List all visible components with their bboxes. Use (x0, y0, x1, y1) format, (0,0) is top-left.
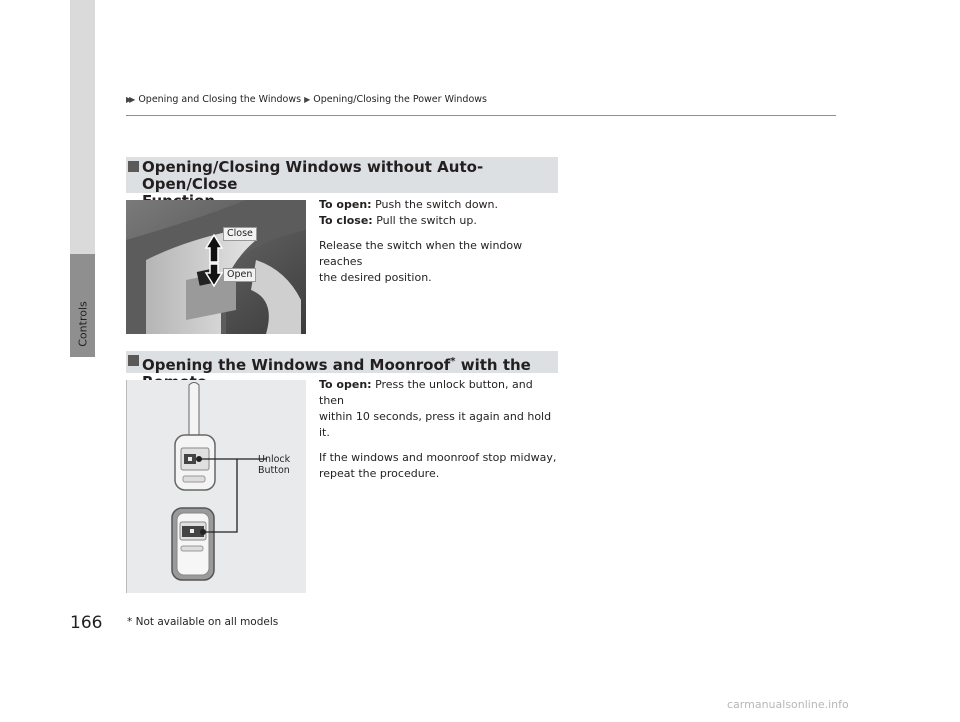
section-square-icon (128, 161, 139, 172)
sidebar-section-label: Controls (76, 301, 90, 347)
breadcrumb (126, 94, 487, 105)
key-fob-image (127, 380, 306, 593)
open-label: Open (223, 268, 256, 282)
footnote (127, 616, 278, 628)
instruction-open: To open: Push the switch down. (319, 198, 499, 211)
section-title-line: Opening/Closing Windows without Auto-Open/Close (142, 158, 484, 193)
instruction-close: To close: Pull the switch up. (319, 214, 477, 227)
page-number: 166 (70, 613, 103, 633)
note-text: repeat the procedure. (319, 467, 440, 480)
section-title-suffix: with the (460, 356, 531, 374)
watermark: carmanualsonline.info (727, 698, 849, 711)
section-2-text (319, 377, 559, 482)
footnote-asterisk: * (450, 356, 456, 367)
note-text: the desired position. (319, 271, 432, 284)
instruction-open-remote-2: within 10 seconds, press it again and hold it. (319, 410, 552, 439)
header-divider (126, 115, 836, 116)
breadcrumb-item[interactable]: Opening and Closing the Windows (138, 94, 302, 105)
section-heading-windows (126, 157, 558, 193)
unlock-button-label: Unlock Button (258, 454, 291, 476)
footnote-asterisk: * (127, 616, 133, 628)
instruction-open-remote: To open: Press the unlock button, and then (319, 378, 533, 407)
remote-illustration (126, 380, 306, 593)
breadcrumb-arrow-icon: ▶▶ (126, 95, 133, 104)
footnote-text: Not available on all models (135, 616, 279, 628)
section-title: Opening the Windows and Moonroof (142, 356, 451, 374)
section-1-text (319, 197, 559, 286)
section-square-icon (128, 355, 139, 366)
door-panel-image (126, 200, 306, 334)
window-switch-illustration (126, 200, 306, 334)
breadcrumb-item[interactable]: Opening/Closing the Power Windows (313, 94, 487, 105)
note-text: If the windows and moonroof stop midway, (319, 451, 557, 464)
note-text: Release the switch when the window reaches (319, 239, 523, 268)
side-tab (70, 0, 95, 254)
breadcrumb-arrow-icon: ▶ (304, 95, 308, 104)
close-label: Close (223, 227, 257, 241)
section-heading-remote (126, 351, 558, 373)
